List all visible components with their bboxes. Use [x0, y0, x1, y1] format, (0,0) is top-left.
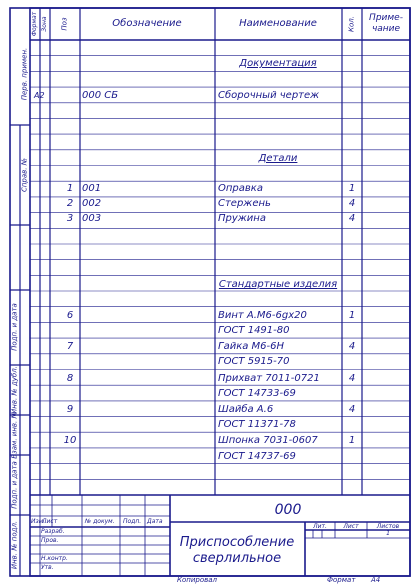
stamp-col-izm: Изм.: [31, 518, 46, 525]
row-d3-designation: 003: [82, 213, 102, 224]
row-s7-qty: 4: [348, 341, 356, 352]
row-s8-name1: Прихват 7011-0721: [218, 373, 320, 384]
header-qty: Кол.: [347, 16, 356, 32]
row-d2-designation: 002: [82, 198, 102, 209]
row-s6-qty: 1: [348, 310, 356, 321]
stamp-listov-label: Листов: [376, 523, 400, 530]
footer-kopiroval: Копировал: [177, 576, 217, 584]
row-s10-pos: 10: [63, 435, 77, 446]
stamp-document-code: 000: [274, 502, 302, 518]
stamp-col-podp: Подп.: [123, 518, 142, 525]
row-d2-qty: 4: [348, 198, 356, 209]
row-d3-name: Пружина: [218, 213, 266, 224]
side-label-perv-primen: Перв. примен.: [20, 47, 29, 101]
stamp-nkontr: Н.контр.: [41, 555, 68, 562]
row-doc-name: Сборочный чертеж: [218, 90, 320, 101]
stamp-title-line1: Приспособление: [179, 535, 295, 550]
stamp-title-line2: сверлильное: [192, 551, 282, 566]
stamp-razrab: Разраб.: [41, 528, 65, 535]
row-s9-qty: 4: [348, 404, 356, 415]
header-note-line1: Приме-: [369, 13, 403, 23]
stamp-col-doc: № докум.: [85, 518, 115, 525]
section-details: Детали: [258, 153, 298, 164]
row-s7-pos: 7: [66, 341, 74, 352]
side-label-vzam-inv: Взам. инв. №: [10, 411, 19, 459]
side-label-podp-data-1: Подп. и дата: [10, 303, 19, 351]
row-s9-name1: Шайба А.6: [218, 404, 274, 415]
row-s6-name2: ГОСТ 1491-80: [218, 325, 290, 336]
row-d1-name: Оправка: [218, 183, 263, 194]
row-s9-pos: 9: [66, 404, 74, 415]
header-note-line2: чание: [371, 24, 401, 34]
section-standard: Стандартные изделия: [218, 279, 338, 290]
row-d3-pos: 3: [66, 213, 74, 224]
row-s8-name2: ГОСТ 14733-69: [218, 388, 296, 399]
header-zone: Зона: [41, 16, 48, 32]
stamp-utv: Утв.: [41, 564, 54, 571]
stamp-listov-value: 1: [386, 530, 390, 537]
footer-format-label: Формат: [327, 576, 356, 584]
row-s10-name2: ГОСТ 14737-69: [218, 451, 296, 462]
row-d1-pos: 1: [66, 183, 74, 194]
row-s6-name1: Винт А.М6-6gх20: [218, 310, 307, 321]
row-doc-designation: 000 СБ: [82, 90, 119, 101]
stamp-list-label: Лист: [343, 523, 359, 530]
row-d2-pos: 2: [66, 198, 74, 209]
stamp-prov: Пров.: [41, 537, 59, 544]
row-s7-name1: Гайка М6-6Н: [218, 341, 285, 352]
row-s6-pos: 6: [66, 310, 74, 321]
side-label-inv-podl: Инв. № подл.: [10, 520, 19, 570]
stamp-lit-label: Лит.: [313, 523, 327, 530]
stamp-col-list: Лист: [42, 518, 58, 525]
row-d3-qty: 4: [348, 213, 356, 224]
row-s10-qty: 1: [348, 435, 356, 446]
row-d1-qty: 1: [348, 183, 356, 194]
row-s8-qty: 4: [348, 373, 356, 384]
stamp-col-data: Дата: [147, 518, 163, 525]
row-doc-format: А2: [34, 91, 45, 100]
row-d2-name: Стержень: [218, 198, 271, 209]
header-designation: Обозначение: [112, 18, 182, 29]
section-documentation: Документация: [239, 58, 317, 69]
row-s9-name2: ГОСТ 11371-78: [218, 419, 296, 430]
side-label-inv-dubl: Инв. № дубл.: [10, 366, 19, 414]
header-format: Формат: [31, 11, 38, 37]
side-label-sprav-no: Справ. №: [20, 157, 29, 193]
row-s7-name2: ГОСТ 5915-70: [218, 356, 290, 367]
side-label-podp-data-2: Подп. и дата: [10, 461, 19, 509]
row-s8-pos: 8: [66, 373, 74, 384]
header-name: Наименование: [239, 18, 317, 29]
row-d1-designation: 001: [82, 183, 102, 194]
footer-format-value: А4: [371, 576, 381, 584]
row-s10-name1: Шпонка 7031-0607: [218, 435, 318, 446]
header-pos: Поз: [60, 17, 69, 31]
